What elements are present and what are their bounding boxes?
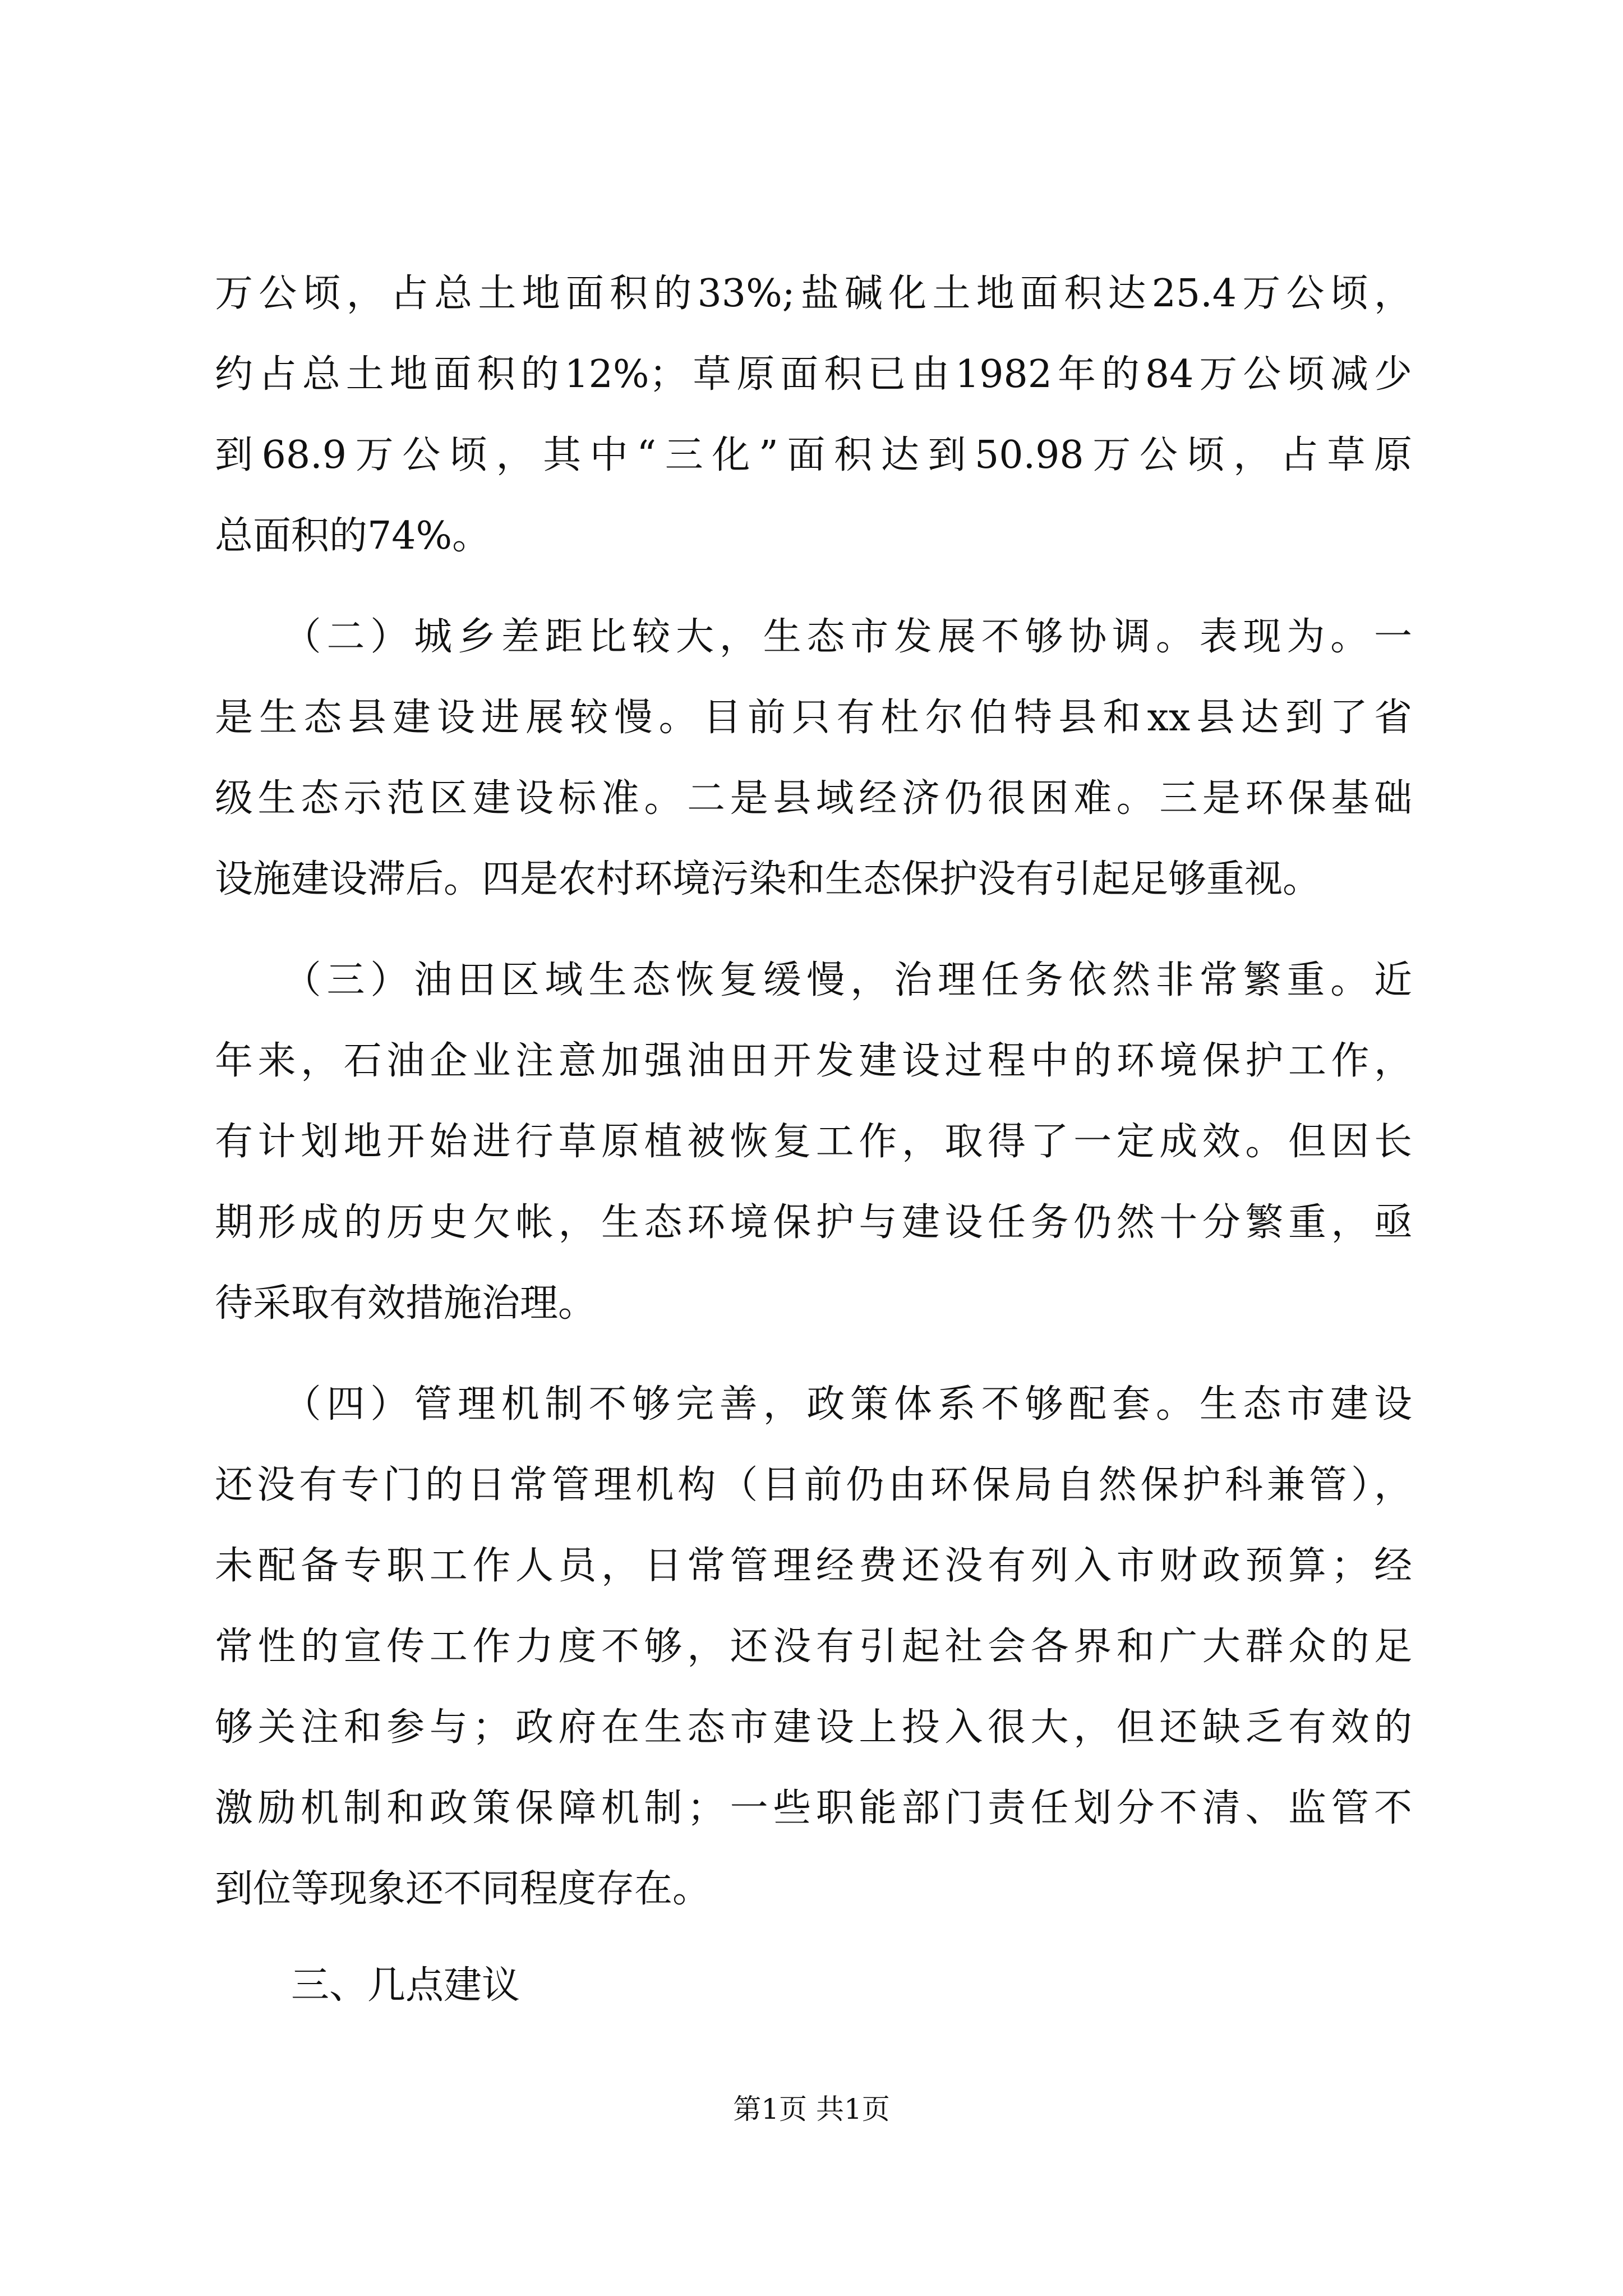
text-line: 到68.9万公顷，其中“三化”面积达到50.98万公顷，占草原 <box>215 433 1412 477</box>
text-line: 还没有专门的日常管理机构（目前仍由环保局自然保护科兼管）， <box>215 1463 1412 1507</box>
text-line: 有计划地开始进行草原植被恢复工作，取得了一定成效。但因长 <box>215 1120 1412 1164</box>
text-line: 约占总土地面积的12%；草原面积已由1982年的84万公顷减少 <box>215 352 1412 397</box>
paragraph-spacer <box>215 1344 1412 1364</box>
text-line: 常性的宣传工作力度不够，还没有引起社会各界和广大群众的足 <box>215 1625 1412 1669</box>
text-line: （二）城乡差距比较大，生态市发展不够协调。表现为。一 <box>215 615 1412 659</box>
paragraph <box>215 597 1412 920</box>
text-line: 年来，石油企业注意加强油田开发建设过程中的环境保护工作， <box>215 1039 1412 1083</box>
text-line: （三）油田区域生态恢复缓慢，治理任务依然非常繁重。近 <box>215 958 1412 1002</box>
page-footer <box>0 2090 1623 2129</box>
text-line: 设施建设滞后。四是农村环境污染和生态保护没有引起足够重视。 <box>215 857 1321 901</box>
paragraph <box>215 940 1412 1344</box>
paragraph <box>215 1364 1412 1930</box>
text-line: 激励机制和政策保障机制；一些职能部门责任划分不清、监管不 <box>215 1786 1412 1830</box>
page-number-label: 第1页 共1页 <box>733 2093 890 2125</box>
text-line: 万公顷，占总土地面积的33%;盐碱化土地面积达25.4万公顷， <box>215 272 1412 316</box>
section-heading: 三、几点建议 <box>215 1963 520 2008</box>
text-line: 总面积的74%。 <box>215 514 491 558</box>
paragraph-spacer <box>215 920 1412 940</box>
paragraph <box>215 254 1412 577</box>
text-line: （四）管理机制不够完善，政策体系不够配套。生态市建设 <box>215 1382 1412 1427</box>
paragraph-spacer <box>215 577 1412 597</box>
document-body <box>215 254 1412 2026</box>
text-line: 够关注和参与；政府在生态市建设上投入很大，但还缺乏有效的 <box>215 1705 1412 1750</box>
text-line: 到位等现象还不同程度存在。 <box>215 1867 711 1911</box>
text-line: 是生态县建设进展较慢。目前只有杜尔伯特县和xx县达到了省 <box>215 696 1412 740</box>
text-line: 级生态示范区建设标准。二是县域经济仍很困难。三是环保基础 <box>215 776 1412 821</box>
text-line: 期形成的历史欠帐，生态环境保护与建设任务仍然十分繁重，亟 <box>215 1200 1412 1245</box>
text-line: 未配备专职工作人员，日常管理经费还没有列入市财政预算；经 <box>215 1544 1412 1588</box>
text-line: 待采取有效措施治理。 <box>215 1281 597 1326</box>
